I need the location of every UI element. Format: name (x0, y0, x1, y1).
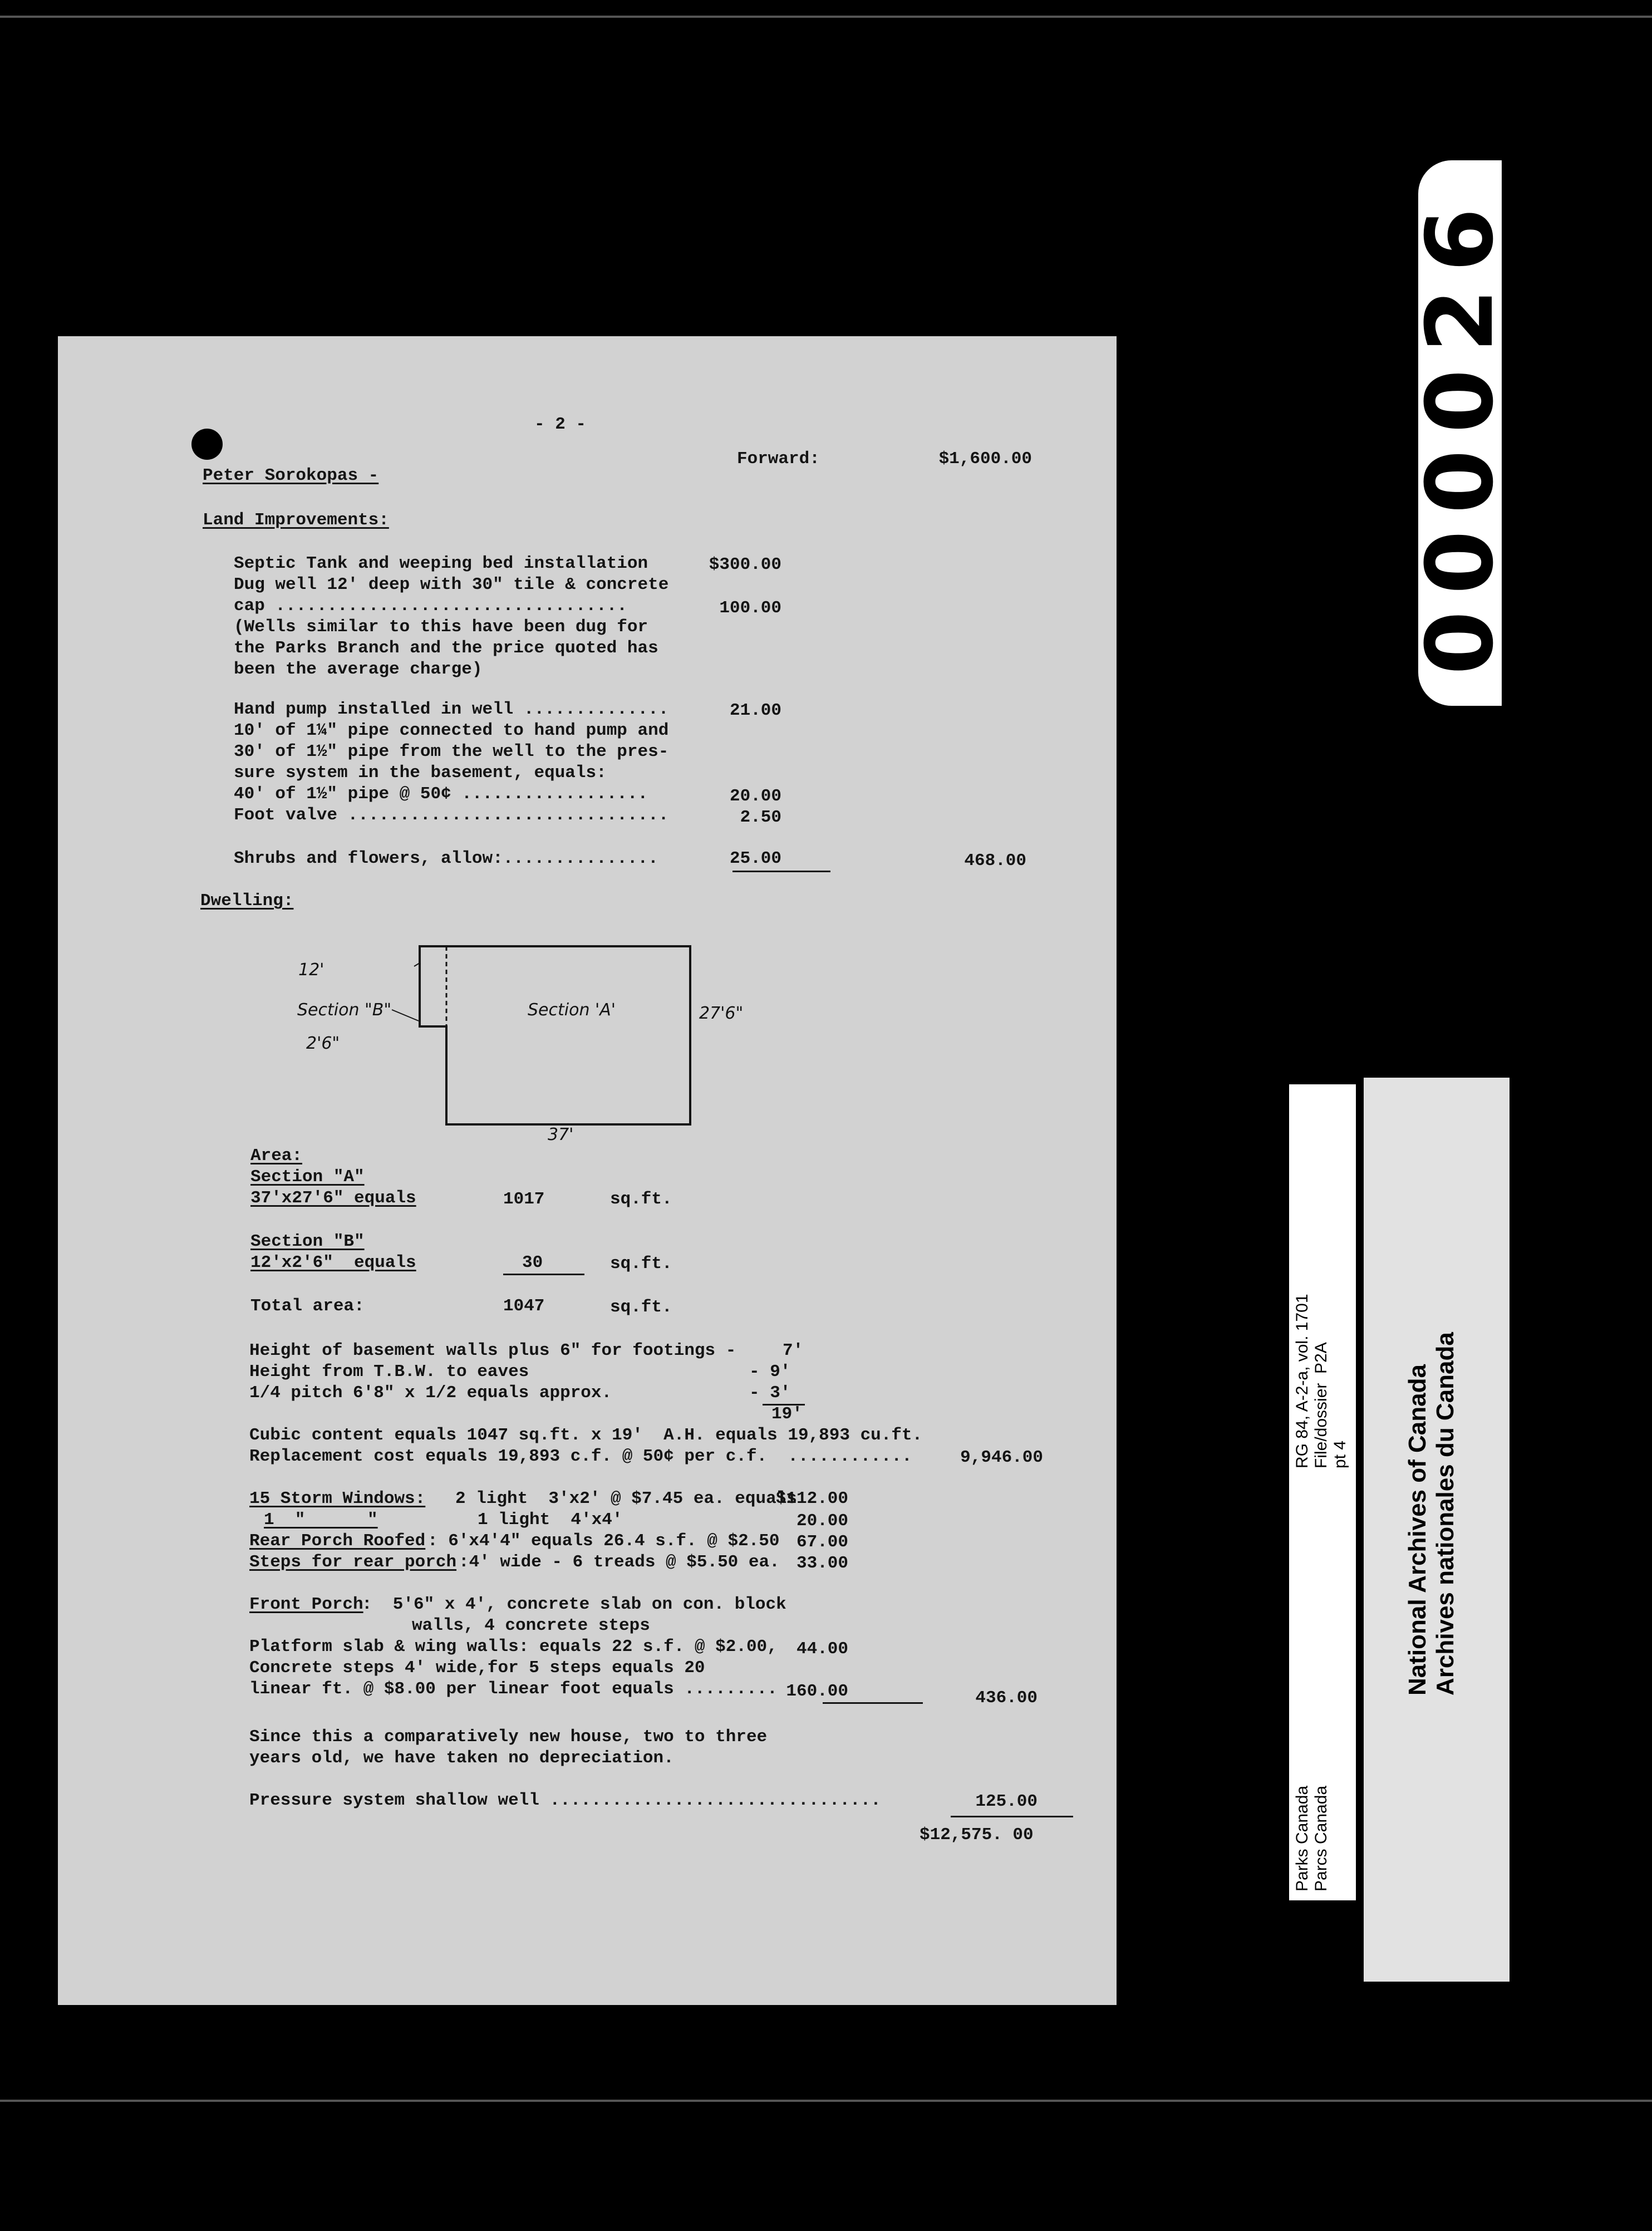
land-line: Septic Tank and weeping bed installation (234, 554, 648, 573)
grand-total-rule (951, 1816, 1073, 1817)
height-value: - 3' (749, 1383, 791, 1403)
front-porch-line: walls, 4 concrete steps (412, 1616, 650, 1635)
ref-card-line: Parcs Canada (1312, 1785, 1330, 1891)
cubic-content-line: Cubic content equals 1047 sq.ft. x 19' A.H. equals 19,893 cu.ft. (249, 1426, 923, 1445)
section-a-unit: sq.ft. (610, 1190, 672, 1209)
ref-card-line: RG 84, A-2-a, vol. 1701 (1293, 1294, 1311, 1468)
forward-amount: $1,600.00 (938, 449, 1032, 469)
scan-line-bottom (0, 2100, 1652, 2102)
frame-number: 000026 (1407, 191, 1513, 675)
section-b-value: 30 (522, 1253, 543, 1272)
land-improvements-heading: Land Improvements: (203, 510, 389, 530)
land-total: 468.00 (964, 851, 1026, 871)
total-area-label: Total area: (250, 1296, 365, 1316)
page-number: - 2 - (534, 415, 587, 434)
land-line: Foot valve ............................... (234, 805, 669, 825)
land-line: been the average charge) (234, 660, 483, 679)
pressure-system-amount: 125.00 (975, 1792, 1038, 1811)
replacement-cost-line: Replacement cost equals 19,893 c.f. @ 50¢ per c.f. ............ (249, 1447, 912, 1466)
front-porch-line: linear ft. @ $8.00 per linear foot equals ......... (249, 1679, 778, 1699)
scan-line-top (0, 16, 1652, 18)
land-line: 10' of 1¼" pipe connected to hand pump and (234, 721, 669, 740)
front-porch-label: Front Porch (249, 1595, 363, 1614)
extras-total-rule (823, 1702, 923, 1704)
land-line: Dug well 12' deep with 30" tile & concrete (234, 575, 669, 594)
height-line: Height of basement walls plus 6" for footings - (249, 1341, 736, 1360)
ref-card-line: pt 4 (1331, 1440, 1349, 1468)
owner-name: Peter Sorokopas - (203, 466, 379, 485)
depreciation-note: years old, we have taken no depreciation. (249, 1748, 674, 1768)
front-porch-line: Platform slab & wing walls: equals 22 s.f. @ $2.00, (249, 1637, 778, 1657)
ref-card-line: Parks Canada (1293, 1785, 1311, 1891)
height-line: 1/4 pitch 6'8" x 1/2 equals approx. (249, 1383, 612, 1403)
total-area-unit: sq.ft. (610, 1298, 672, 1317)
punch-hole (191, 429, 223, 460)
section-b-unit: sq.ft. (610, 1254, 672, 1274)
sketch-section-a: Section 'A' (528, 1000, 616, 1020)
height-total: 19' (771, 1404, 803, 1424)
sketch-dim-37: 37' (548, 1125, 574, 1144)
storm-windows-text: 2 light 3'x2' @ $7.45 ea. equals (455, 1489, 797, 1508)
height-value: 7' (783, 1341, 804, 1360)
land-amount: 25.00 (729, 849, 781, 868)
archives-label (1364, 1078, 1510, 1982)
height-value: - 9' (749, 1362, 791, 1382)
area-sum-rule (503, 1274, 584, 1275)
rear-porch-text: : 6'x4'4" equals 26.4 s.f. @ $2.50 (427, 1531, 780, 1551)
depreciation-note: Since this a comparatively new house, two to three (249, 1727, 768, 1747)
section-b-title: Section "B" (250, 1232, 365, 1251)
land-amount: 2.50 (740, 808, 781, 827)
archives-name-en: National Archives of Canada (1404, 1364, 1431, 1696)
storm-windows-ditto: 1 " " (264, 1510, 378, 1530)
section-a-title: Section "A" (250, 1167, 365, 1187)
front-porch-line: Concrete steps 4' wide,for 5 steps equals 20 (249, 1658, 705, 1678)
rear-steps-label: Steps for rear porch (249, 1552, 457, 1572)
archives-name-fr: Archives nationales du Canada (1432, 1332, 1459, 1696)
subtotal-rule (732, 871, 830, 872)
rear-steps-amount: 33.00 (796, 1554, 848, 1573)
land-line: cap .................................. (234, 596, 627, 616)
land-line: Shrubs and flowers, allow:............... (234, 849, 658, 868)
land-line: Hand pump installed in well .............. (234, 700, 669, 719)
storm-windows-amount: $112.00 (775, 1489, 848, 1508)
rear-porch-label: Rear Porch Roofed (249, 1531, 426, 1551)
extras-total: 436.00 (975, 1688, 1038, 1708)
front-porch-line: : 5'6" x 4', concrete slab on con. block (362, 1595, 786, 1614)
land-line: 30' of 1½" pipe from the well to the pres- (234, 742, 669, 761)
land-line: 40' of 1½" pipe @ 50¢ .................. (234, 784, 648, 804)
land-line: sure system in the basement, equals: (234, 763, 607, 783)
total-area-value: 1047 (503, 1296, 545, 1316)
floor-plan-sketch (281, 937, 837, 1138)
storm-windows-ditto-amount: 20.00 (796, 1511, 848, 1531)
sketch-dim-276: 27'6" (699, 1004, 744, 1023)
floor-plan-outline (420, 946, 690, 1124)
reference-card (1289, 1084, 1356, 1900)
land-amount: 21.00 (729, 701, 781, 720)
height-line: Height from T.B.W. to eaves (249, 1362, 529, 1382)
land-line: (Wells similar to this have been dug for (234, 617, 648, 637)
dwelling-heading: Dwelling: (200, 891, 294, 911)
storm-windows-ditto-text: 1 light 4'x4' (478, 1510, 623, 1530)
land-amount: 20.00 (729, 787, 781, 806)
sketch-section-b: Section "B" (297, 1000, 392, 1020)
ref-card-line: File/dossier P2A (1312, 1342, 1330, 1468)
land-amount: $300.00 (709, 555, 781, 574)
front-porch-amount: 160.00 (786, 1682, 848, 1701)
replacement-amount: 9,946.00 (960, 1448, 1043, 1467)
storm-windows-label: 15 Storm Windows: (249, 1489, 426, 1508)
pressure-system-line: Pressure system shallow well ................................ (249, 1791, 881, 1810)
land-amount: 100.00 (719, 598, 781, 618)
section-a-value: 1017 (503, 1190, 545, 1209)
land-line: the Parks Branch and the price quoted has (234, 638, 658, 658)
front-porch-amount: 44.00 (796, 1639, 848, 1659)
sketch-dim-12: 12' (298, 960, 324, 980)
section-a-calc: 37'x27'6" equals (250, 1188, 416, 1208)
document-page (58, 336, 1117, 2005)
grand-total: $12,575. 00 (920, 1825, 1034, 1845)
rear-steps-text: :4' wide - 6 treads @ $5.50 ea. (459, 1552, 780, 1572)
rear-porch-amount: 67.00 (796, 1532, 848, 1552)
section-b-calc: 12'x2'6" equals (250, 1253, 416, 1272)
sketch-dim-26: 2'6" (306, 1034, 340, 1053)
dimension-tick (392, 1010, 419, 1021)
area-heading: Area: (250, 1146, 303, 1166)
forward-label: Forward: (737, 449, 820, 469)
